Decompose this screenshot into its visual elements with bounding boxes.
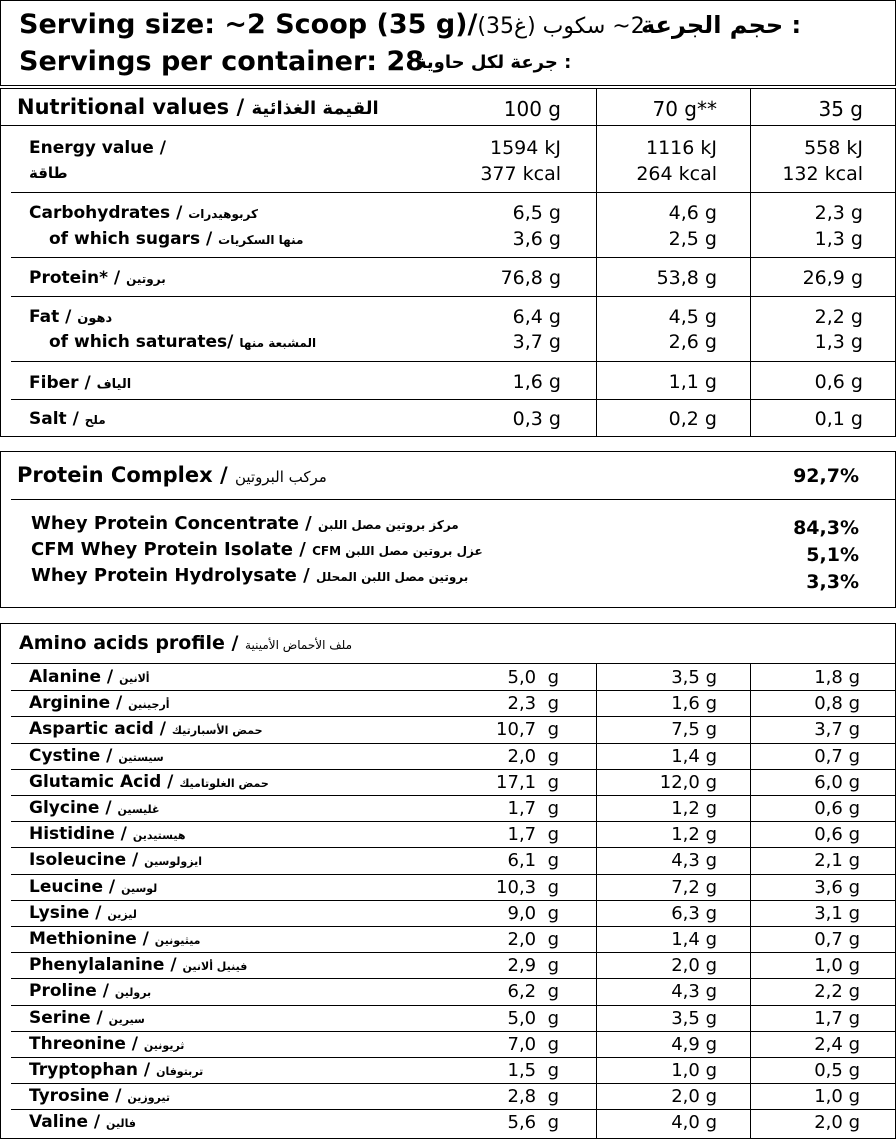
amino-value-100g: 9,0 g [507, 902, 559, 924]
amino-value-35g: 1,0 g [814, 955, 860, 977]
nutrition-title [17, 95, 379, 119]
amino-value-70g: 7,2 g [671, 876, 717, 898]
serving-size [19, 9, 645, 40]
amino-name-ar: ثريونين [143, 1038, 185, 1052]
amino-value-100g: 17,1 g [496, 771, 559, 793]
amino-name [29, 1008, 145, 1028]
fat-label [29, 307, 112, 327]
amino-name [29, 1034, 184, 1054]
amino-rows [1, 664, 895, 1138]
amino-value-100g: 7,0 g [507, 1033, 559, 1055]
amino-value-35g: 2,2 g [814, 981, 860, 1003]
fiber-70: 1,1 g [668, 371, 717, 393]
amino-name-ar: لوسين [121, 881, 158, 895]
complex-item-ar: بروتين مصل اللبن المحلل [316, 570, 469, 584]
servings-ar: جرعة لكل حاوية : [416, 52, 572, 73]
amino-name [29, 981, 151, 1001]
amino-value-70g: 4,0 g [671, 1112, 717, 1134]
sat-label [49, 332, 316, 352]
amino-title [19, 632, 352, 654]
servings-value: 28 [386, 46, 425, 77]
amino-value-35g: 0,8 g [814, 693, 860, 715]
amino-row [1, 900, 895, 926]
amino-value-100g: 2,3 g [507, 693, 559, 715]
amino-name-ar: غليسين [117, 803, 160, 816]
amino-name [29, 772, 269, 792]
fat-35: 2,2 g [814, 306, 863, 328]
amino-value-70g: 1,2 g [671, 798, 717, 819]
complex-item-value: 5,1% [806, 544, 859, 566]
protein-100: 76,8 g [500, 267, 561, 289]
nutrition-table [0, 88, 896, 437]
complex-title-ar: مركب البروتين [234, 468, 327, 486]
complex-title [17, 463, 327, 487]
amino-row [1, 847, 895, 873]
nutrition-title-en: Nutritional values / [17, 95, 245, 119]
fat-label-en: Fat / [29, 307, 72, 327]
carb-35: 2,3 g [814, 202, 863, 224]
amino-row [1, 664, 895, 690]
sugar-70: 2,5 g [668, 228, 717, 250]
amino-value-35g: 0,6 g [814, 824, 860, 846]
col-100g: 100 g [503, 97, 561, 121]
amino-row [1, 926, 895, 952]
amino-name [29, 1112, 136, 1132]
amino-name-ar: ايزولوسين [144, 855, 202, 869]
amino-title-ar: ملف الأحماض الأمينية [245, 638, 353, 652]
amino-name-en: Glutamic Acid / [29, 771, 174, 792]
amino-value-70g: 1,4 g [671, 929, 717, 950]
complex-item [31, 565, 468, 586]
fiber-label-en: Fiber / [29, 373, 91, 393]
amino-name-en: Leucine / [29, 876, 116, 897]
amino-name-en: Proline / [29, 981, 109, 1002]
amino-name [29, 719, 263, 739]
amino-value-70g: 3,5 g [671, 1007, 717, 1029]
amino-value-100g: 6,2 g [507, 981, 559, 1003]
amino-value-100g: 5,0 g [507, 667, 559, 688]
amino-row [1, 978, 895, 1004]
amino-value-100g: 1,7 g [507, 798, 559, 819]
protein-35: 26,9 g [802, 267, 863, 289]
amino-row [1, 795, 895, 821]
amino-value-70g: 2,0 g [671, 955, 717, 977]
amino-value-70g: 12,0 g [659, 771, 717, 793]
complex-item [31, 513, 459, 534]
amino-value-100g: 2,0 g [507, 745, 559, 767]
amino-row [1, 1083, 895, 1109]
protein-70: 53,8 g [656, 267, 717, 289]
salt-35: 0,1 g [814, 408, 863, 430]
amino-name-ar: تربتوفان [156, 1065, 204, 1078]
serving-header [0, 0, 896, 86]
col-35g: 35 g [818, 97, 863, 121]
amino-value-35g: 2,0 g [814, 1112, 860, 1134]
salt-label-en: Salt / [29, 409, 79, 429]
amino-row [1, 743, 895, 769]
amino-row [1, 1109, 895, 1135]
amino-name-ar: سيرين [108, 1012, 145, 1026]
amino-row [1, 952, 895, 978]
energy-kj-100: 1594 kJ [490, 137, 561, 159]
amino-name-en: Lysine / [29, 902, 102, 923]
energy-kcal-100: 377 kcal [480, 163, 561, 185]
amino-name-en: Tryptophan / [29, 1060, 151, 1080]
amino-value-35g: 2,4 g [814, 1033, 860, 1055]
amino-value-70g: 1,6 g [671, 693, 717, 715]
serving-size-label: Serving size: ~2 Scoop (35 g)/ [19, 9, 478, 40]
servings-label: Servings per container: [19, 46, 378, 77]
amino-name-en: Threonine / [29, 1033, 138, 1054]
amino-value-100g: 10,3 g [496, 876, 559, 898]
amino-name [29, 1086, 170, 1106]
amino-name-ar: حمض الأسبارتيك [171, 724, 263, 738]
amino-name-ar: ألانين [119, 672, 150, 685]
amino-name [29, 746, 164, 766]
amino-name-ar: برولين [114, 986, 152, 1000]
amino-name [29, 929, 201, 949]
amino-value-70g: 4,9 g [671, 1033, 717, 1055]
amino-value-100g: 1,5 g [507, 1060, 559, 1081]
amino-value-35g: 1,0 g [814, 1086, 860, 1108]
amino-value-100g: 2,0 g [507, 929, 559, 950]
amino-value-35g: 0,6 g [814, 798, 860, 819]
amino-value-100g: 2,8 g [507, 1086, 559, 1108]
amino-name-en: Arginine / [29, 693, 123, 714]
amino-value-70g: 7,5 g [671, 719, 717, 741]
sat-70: 2,6 g [668, 331, 717, 353]
amino-name-ar: تيروزين [127, 1091, 171, 1105]
amino-value-100g: 10,7 g [496, 719, 559, 741]
amino-value-100g: 5,0 g [507, 1007, 559, 1029]
amino-name [29, 955, 247, 975]
complex-item [31, 539, 483, 560]
amino-row [1, 690, 895, 716]
salt-70: 0,2 g [668, 408, 717, 430]
servings-per-container [19, 46, 424, 77]
sat-35: 1,3 g [814, 331, 863, 353]
carb-label-en: Carbohydrates / [29, 203, 183, 223]
energy-label: Energy value / [29, 138, 166, 158]
amino-row [1, 1005, 895, 1031]
amino-name [29, 693, 170, 713]
amino-name-en: Serine / [29, 1007, 103, 1028]
energy-kj-35: 558 kJ [804, 137, 863, 159]
amino-value-70g: 1,4 g [671, 745, 717, 767]
amino-name-en: Aspartic acid / [29, 719, 166, 740]
amino-name-en: Phenylalanine / [29, 955, 177, 976]
carb-label [29, 203, 258, 223]
amino-name-en: Histidine / [29, 824, 127, 845]
amino-name [29, 877, 157, 897]
fat-70: 4,5 g [668, 306, 717, 328]
amino-value-70g: 6,3 g [671, 902, 717, 924]
salt-label [29, 409, 106, 429]
fiber-label [29, 373, 131, 393]
carb-label-ar: كربوهيدرات [188, 207, 258, 221]
amino-row [1, 874, 895, 900]
fiber-100: 1,6 g [512, 371, 561, 393]
amino-name-ar: أرجينين [128, 698, 170, 712]
amino-value-35g: 2,1 g [814, 850, 860, 872]
amino-name [29, 667, 150, 687]
amino-name-ar: ليزين [107, 907, 137, 921]
amino-row [1, 769, 895, 795]
complex-item-label: Whey Protein Concentrate / [31, 513, 312, 534]
amino-name-en: Methionine / [29, 929, 149, 949]
salt-label-ar: ملح [84, 413, 106, 427]
salt-100: 0,3 g [512, 408, 561, 430]
amino-name-ar: ميثيونين [154, 934, 201, 947]
amino-row [1, 1031, 895, 1057]
amino-table [0, 623, 896, 1139]
amino-name-ar: فالين [106, 1117, 136, 1131]
amino-value-35g: 1,7 g [814, 1007, 860, 1029]
complex-item-label: CFM Whey Protein Isolate / [31, 539, 306, 560]
amino-name [29, 798, 160, 818]
amino-name-ar: هيستيدين [132, 829, 186, 843]
serving-size-ar: (35غ) 2~ سكوب [477, 14, 645, 39]
amino-value-100g: 6,1 g [507, 850, 559, 872]
protein-label-ar: بروتين [126, 272, 166, 286]
energy-kj-70: 1116 kJ [646, 137, 717, 159]
fat-label-ar: دهون [77, 311, 113, 326]
complex-total: 92,7% [793, 465, 859, 487]
protein-complex [0, 451, 896, 608]
amino-value-70g: 1,2 g [671, 824, 717, 846]
sat-100: 3,7 g [512, 331, 561, 353]
amino-name-en: Isoleucine / [29, 850, 139, 871]
amino-value-35g: 3,7 g [814, 719, 860, 741]
complex-item-ar: CFM عزل بروتين مصل اللبن [312, 544, 483, 558]
sugar-label-ar: منها السكريات [218, 233, 304, 247]
carb-70: 4,6 g [668, 202, 717, 224]
sugar-label [49, 229, 303, 249]
protein-label [29, 268, 166, 288]
fiber-label-ar: الياف [96, 377, 132, 392]
fat-100: 6,4 g [512, 306, 561, 328]
sat-label-ar: المشبعة منها [239, 336, 317, 350]
energy-kcal-70: 264 kcal [636, 163, 717, 185]
sugar-35: 1,3 g [814, 228, 863, 250]
protein-label-en: Protein* / [29, 268, 121, 288]
amino-name [29, 903, 137, 923]
amino-name [29, 850, 202, 870]
amino-value-70g: 1,0 g [671, 1060, 717, 1081]
amino-name-ar: فينيل ألانين [182, 960, 248, 974]
amino-value-35g: 3,6 g [814, 876, 860, 898]
energy-ar: طاقة [29, 164, 68, 182]
complex-item-value: 3,3% [806, 571, 859, 593]
amino-name-en: Valine / [29, 1112, 101, 1133]
amino-name-en: Glycine / [29, 798, 112, 818]
amino-value-35g: 1,8 g [814, 667, 860, 688]
amino-row [1, 1057, 895, 1083]
amino-value-100g: 5,6 g [507, 1112, 559, 1134]
amino-value-35g: 0,5 g [814, 1060, 860, 1081]
sugar-label-en: of which sugars / [49, 229, 213, 249]
amino-value-70g: 3,5 g [671, 667, 717, 688]
sugar-100: 3,6 g [512, 228, 561, 250]
amino-title-en: Amino acids profile / [19, 632, 239, 654]
nutrition-title-ar: القيمة الغذائية [251, 98, 379, 119]
amino-value-70g: 4,3 g [671, 981, 717, 1003]
complex-title-en: Protein Complex / [17, 463, 228, 487]
fiber-35: 0,6 g [814, 371, 863, 393]
amino-row [1, 821, 895, 847]
amino-name-ar: سيستين [118, 750, 164, 764]
amino-row [1, 716, 895, 742]
complex-item-label: Whey Protein Hydrolysate / [31, 565, 310, 586]
col-70g: 70 g** [652, 97, 717, 121]
complex-item-value: 84,3% [793, 517, 859, 539]
amino-value-35g: 3,1 g [814, 902, 860, 924]
amino-value-100g: 2,9 g [507, 955, 559, 977]
amino-value-100g: 1,7 g [507, 824, 559, 846]
amino-value-70g: 4,3 g [671, 850, 717, 872]
amino-name-en: Alanine / [29, 667, 114, 687]
amino-name-en: Cystine / [29, 745, 113, 766]
amino-value-70g: 2,0 g [671, 1086, 717, 1108]
amino-name [29, 1060, 203, 1080]
amino-name [29, 824, 186, 844]
complex-item-ar: مركز بروتين مصل اللبن [318, 518, 459, 532]
amino-value-35g: 0,7 g [814, 929, 860, 950]
sat-label-en: of which saturates/ [49, 332, 234, 352]
amino-name-ar: حمض الغلوتاميك [179, 776, 269, 790]
amino-value-35g: 6,0 g [814, 771, 860, 793]
amino-value-35g: 0,7 g [814, 745, 860, 767]
energy-kcal-35: 132 kcal [782, 163, 863, 185]
amino-name-en: Tyrosine / [29, 1086, 122, 1107]
carb-100: 6,5 g [512, 202, 561, 224]
serving-size-ar-label: حجم الجرعة : [641, 11, 802, 39]
